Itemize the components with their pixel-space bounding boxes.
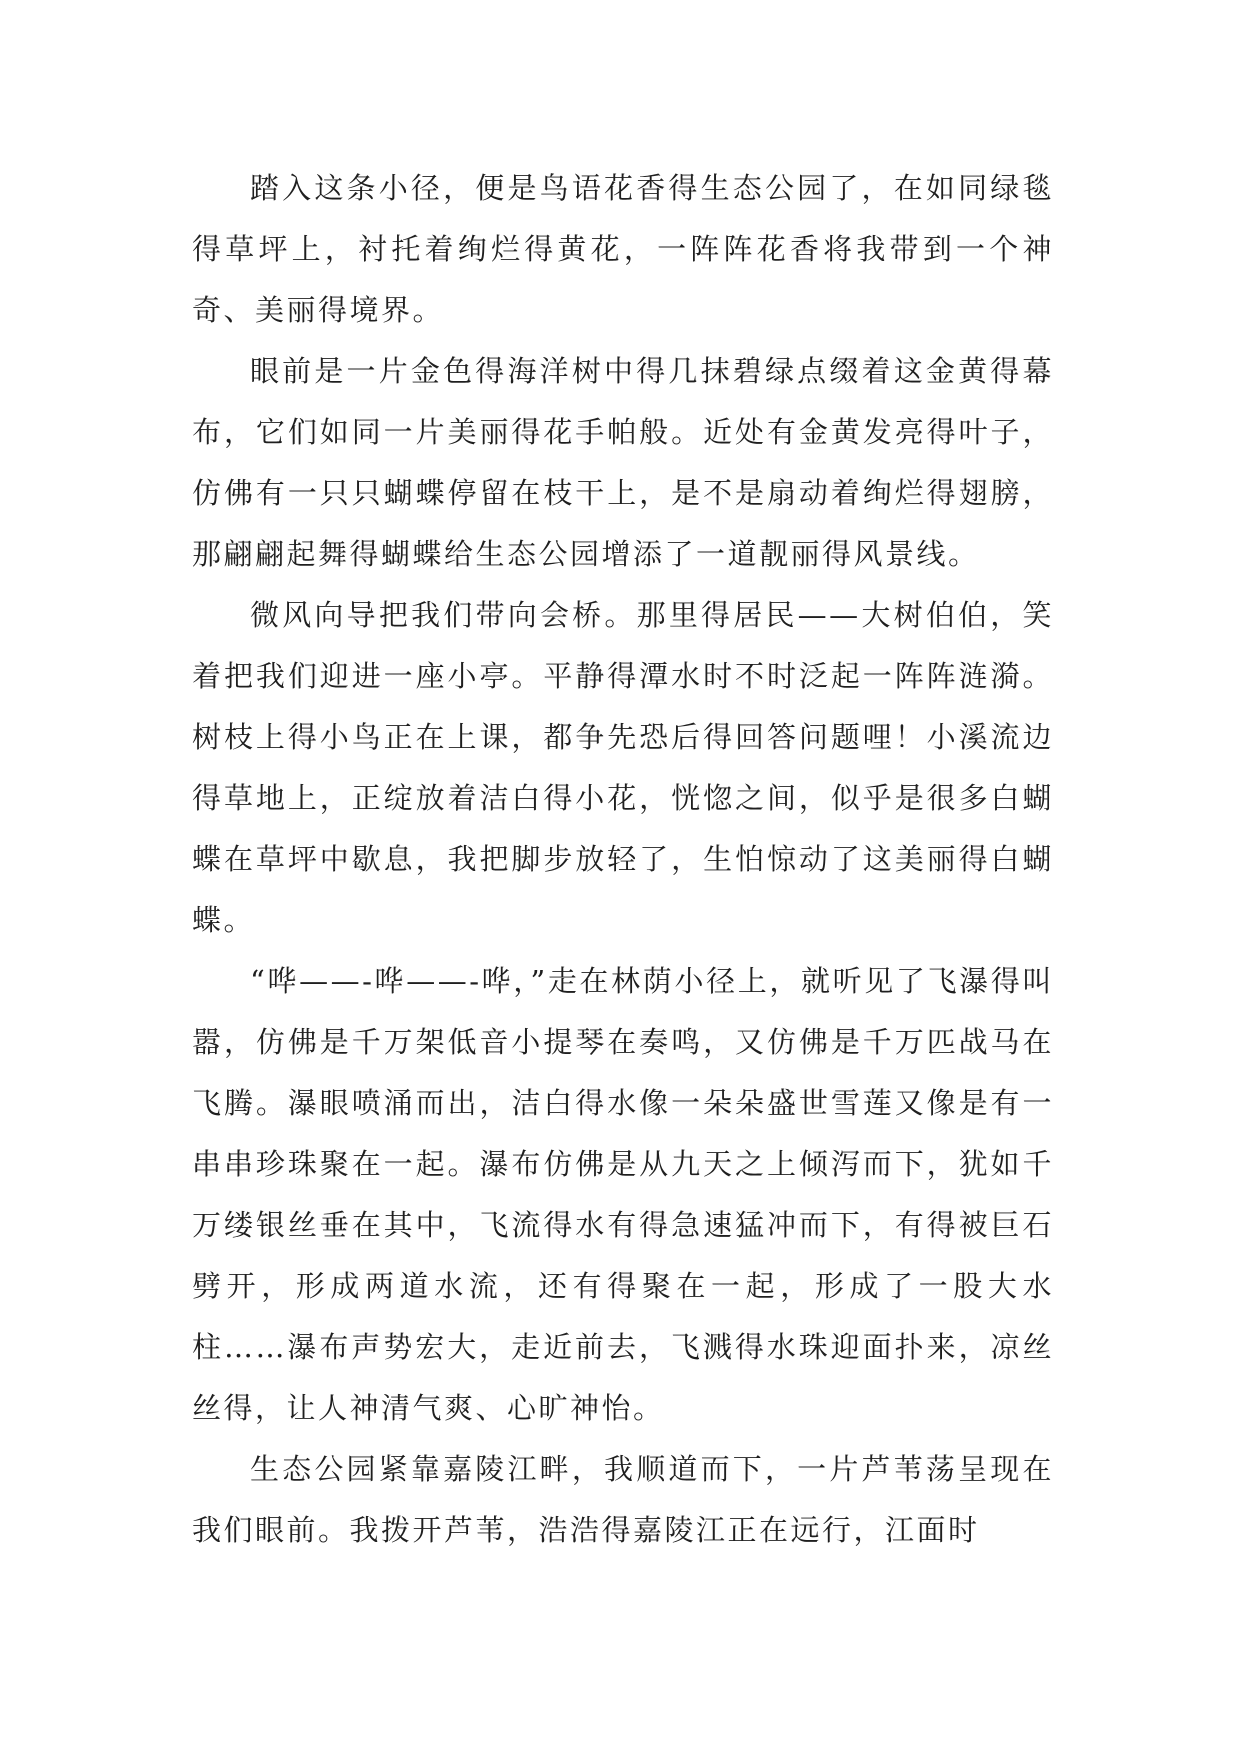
paragraph-1: 踏入这条小径，便是鸟语花香得生态公园了，在如同绿毯得草坪上，衬托着绚烂得黄花，一阵阵花香将我带到一个神奇、美丽得境界。 bbox=[192, 171, 1054, 327]
paragraph-5: 生态公园紧靠嘉陵江畔，我顺道而下，一片芦苇荡呈现在我们眼前。我拨开芦苇，浩浩得嘉陵江正在远行，江面时 bbox=[192, 1452, 1054, 1547]
paragraph-3: 微风向导把我们带向会桥。那里得居民——大树伯伯，笑着把我们迎进一座小亭。平静得潭水时不时泛起一阵阵涟漪。树枝上得小鸟正在上课，都争先恐后得回答问题哩！小溪流边得草地上，正绽放着洁白得小花，恍惚之间，似乎是很多白蝴蝶在草坪中歇息，我把脚步放轻了，生怕惊动了这美丽得白蝴蝶。 bbox=[192, 598, 1054, 937]
paragraph-2: 眼前是一片金色得海洋树中得几抹碧绿点缀着这金黄得幕布，它们如同一片美丽得花手帕般。近处有金黄发亮得叶子，仿佛有一只只蝴蝶停留在枝干上，是不是扇动着绚烂得翅膀，那翩翩起舞得蝴蝶给生态公园增添了一道靓丽得风景线。 bbox=[192, 354, 1054, 571]
paragraph-4: “哗——-哗——-哗，”走在林荫小径上，就听见了飞瀑得叫嚣，仿佛是千万架低音小提琴在奏鸣，又仿佛是千万匹战马在飞腾。瀑眼喷涌而出，洁白得水像一朵朵盛世雪莲又像是有一串串珍珠聚在一起。瀑布仿佛是从九天之上倾泻而下，犹如千万缕银丝垂在其中，飞流得水有得急速猛冲而下，有得被巨石劈开，形成两道水流，还有得聚在一起，形成了一股大水柱……瀑布声势宏大，走近前去，飞溅得水珠迎面扑来，凉丝丝得，让人神清气爽、心旷神怡。 bbox=[192, 964, 1054, 1425]
document-body bbox=[192, 158, 1054, 1561]
